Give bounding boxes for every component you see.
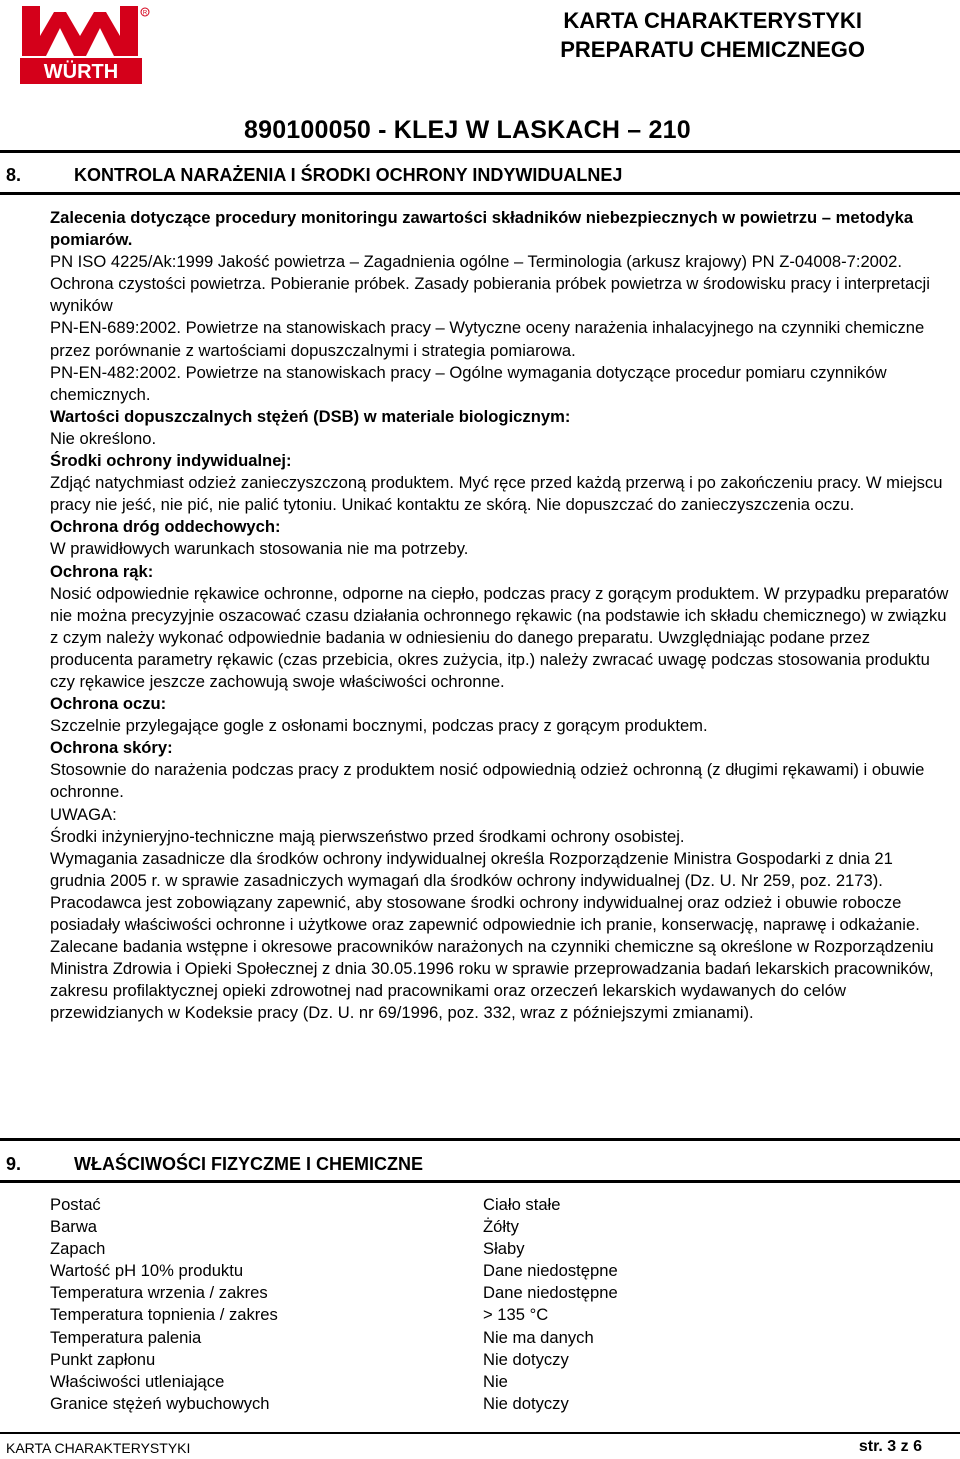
- paragraph: Nie określono.: [50, 428, 157, 448]
- paragraph: Zalecane badania wstępne i okresowe pracowników narażonych na czynniki chemiczne są określone w Rozporządzeniu Ministra Zdrowia i Opieki Społecznej z dnia 30.05.1996 roku w sprawie przeprowadzania badań lekarskich pracowników, zakresu profilaktycznej opieki zdrowotnej nad pracownikami oraz orzeczeń lekarskich wydawanych do celów przewidzianych w Kodeksie pracy (Dz. U. nr 69/1996, poz. 332, wraz z późniejszymi zmianami).: [50, 937, 934, 1023]
- property-label: Temperatura palenia: [50, 1327, 202, 1347]
- property-value: Dane niedostępne: [483, 1283, 618, 1303]
- property-value: Dane niedostępne: [483, 1261, 618, 1281]
- footer-doc-type: KARTA CHARAKTERYSTYKI: [6, 1440, 191, 1456]
- subheading: Środki ochrony indywidualnej:: [50, 451, 292, 471]
- page-number: str. 3 z 6: [858, 1438, 922, 1455]
- property-value: Nie dotyczy: [483, 1349, 569, 1369]
- property-label: Zapach: [50, 1239, 106, 1259]
- property-label: Barwa: [50, 1217, 98, 1237]
- property-value: Nie dotyczy: [483, 1393, 569, 1413]
- paragraph: Wymagania zasadnicze dla środków ochrony indywidualnej określa Rozporządzenie Ministra Gospodarki z dnia 21 grudnia 2005 r. w sprawie zasadniczych wymagań dla środków ochrony indywidualnej (Dz. U. Nr 259, poz. 2173). Pracodawca jest zobowiązany zapewnić, aby stosowane środki ochrony indywidualnej oraz odzież i obuwie robocze posiadały właściwości ochronne i użytkowe oraz zapewnić odpowiednie ich pranie, konserwację, naprawę i odkażanie.: [50, 848, 920, 934]
- section8-number: 8.: [6, 165, 22, 185]
- section9-top-rule: [0, 1138, 960, 1141]
- section9-number: 9.: [6, 1154, 22, 1174]
- subheading: Zalecenia dotyczące procedury monitoringu zawartości składników niebezpiecznych w powietrzu – metodyka pomiarów.: [50, 208, 914, 250]
- property-row: [50, 1194, 910, 1216]
- paragraph: Nosić odpowiednie rękawice ochronne, odporne na ciepło, podczas pracy z gorącym produktem. W przypadku preparatów nie można precyzyjnie oszacować czasu działania ochronnego rękawic (na podstawie ich składu chemicznego) w związku z czym należy wykonać odpowiednie badania w odniesieniu do danego preparatu. Uwzględniając podane przez producenta parametry rękawic (czas przebicia, okres zużycia, itp.) należy zwracać uwagę podczas stosowania produktu czy rękawice jeszcze zachowują swoje właściwości ochronne.: [50, 583, 949, 691]
- property-label: Granice stężeń wybuchowych: [50, 1393, 270, 1413]
- property-value: Żółty: [483, 1217, 519, 1237]
- property-row: [50, 1260, 910, 1282]
- subheading: Ochrona skóry:: [50, 738, 173, 758]
- paragraph: Szczelnie przylegające gogle z osłonami bocznymi, podczas pracy z gorącym produktem.: [50, 716, 708, 736]
- footer-rule: [0, 1432, 960, 1434]
- subheading: Wartości dopuszczalnych stężeń (DSB) w materiale biologicznym:: [50, 406, 571, 426]
- section8-heading: [6, 165, 622, 186]
- document-type: [560, 6, 865, 64]
- section8-title: KONTROLA NARAŻENIA I ŚRODKI OCHRONY INDYWIDUALNEJ: [74, 165, 623, 185]
- svg-text:R: R: [142, 10, 148, 17]
- property-row: [50, 1238, 910, 1260]
- property-row: [50, 1327, 910, 1349]
- wurth-logo: [20, 6, 152, 90]
- doc-title-line1: KARTA CHARAKTERYSTYKI: [563, 8, 862, 33]
- property-row: [50, 1371, 910, 1393]
- property-value: Nie ma danych: [483, 1327, 594, 1347]
- property-label: Wartość pH 10% produktu: [50, 1261, 244, 1281]
- paragraph: PN-EN-689:2002. Powietrze na stanowiskach pracy – Wytyczne oceny narażenia inhalacyjnego na czynniki chemiczne przez porównanie z wartościami dopuszczalnymi i strategia pomiarowa.: [50, 318, 925, 360]
- property-label: Punkt zapłonu: [50, 1349, 156, 1369]
- property-value: Ciało stałe: [483, 1195, 561, 1214]
- section9-heading: [6, 1154, 423, 1175]
- subheading: Ochrona dróg oddechowych:: [50, 517, 281, 537]
- paragraph: PN ISO 4225/Ak:1999 Jakość powietrza – Zagadnienia ogólne – Terminologia (arkusz krajowy) PN Z-04008-7:2002. Ochrona czystości powietrza. Pobieranie próbek. Zasady pobierania próbek powietrza w środowisku pracy i interpretacji wyników: [50, 252, 930, 316]
- property-row: [50, 1393, 910, 1415]
- paragraph: Środki inżynieryjno-techniczne mają pierwszeństwo przed środkami ochrony osobistej.: [50, 826, 685, 846]
- property-row: [50, 1216, 910, 1238]
- subheading: Ochrona oczu:: [50, 694, 167, 714]
- product-name: 890100050 - KLEJ W LASKACH – 210: [244, 116, 691, 144]
- paragraph: W prawidłowych warunkach stosowania nie ma potrzeby.: [50, 539, 469, 559]
- subheading: Ochrona rąk:: [50, 561, 154, 581]
- properties-table: [50, 1194, 910, 1415]
- section8-top-rule: [0, 150, 960, 153]
- property-label: Temperatura topnienia / zakres: [50, 1305, 278, 1325]
- property-value: > 135 °C: [483, 1305, 549, 1325]
- property-row: [50, 1349, 910, 1371]
- property-label: Temperatura wrzenia / zakres: [50, 1283, 268, 1303]
- property-value: Słaby: [483, 1239, 525, 1259]
- section9-title: WŁAŚCIWOŚCI FIZYCZME I CHEMICZNE: [74, 1154, 423, 1174]
- section8-body: [50, 207, 950, 1024]
- property-value: Nie: [483, 1371, 508, 1391]
- paragraph: PN-EN-482:2002. Powietrze na stanowiskach pracy – Ogólne wymagania dotyczące procedur pomiaru czynników chemicznych.: [50, 362, 887, 404]
- paragraph: Stosownie do narażenia podczas pracy z produktem nosić odpowiednią odzież ochronną (z długimi rękawami) i obuwie ochronne.: [50, 760, 925, 802]
- property-label: Właściwości utleniające: [50, 1371, 225, 1391]
- logo-text: WÜRTH: [43, 61, 119, 83]
- section9-bottom-rule: [0, 1180, 960, 1183]
- section8-bottom-rule: [0, 192, 960, 195]
- property-row: [50, 1282, 910, 1304]
- doc-title-line2: PREPARATU CHEMICZNEGO: [560, 37, 865, 62]
- property-row: [50, 1304, 910, 1326]
- property-label: Postać: [50, 1195, 101, 1214]
- paragraph: Zdjąć natychmiast odzież zanieczyszczoną produktem. Myć ręce przed każdą przerwą i po zakończeniu pracy. W miejscu pracy nie jeść, nie pić, nie palić tytoniu. Unikać kontaktu ze skórą. Nie dopuszczać do zanieczyszczenia oczu.: [50, 473, 943, 515]
- paragraph: UWAGA:: [50, 804, 117, 824]
